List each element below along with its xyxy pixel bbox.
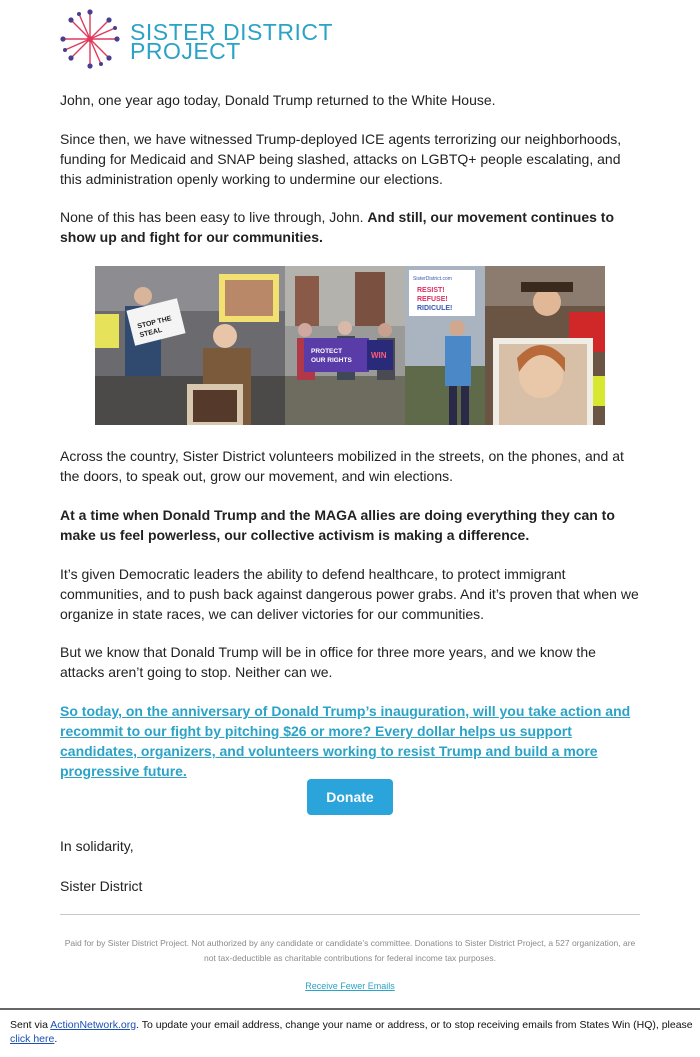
footer-update-text: . To update your email address, change your name or address, or to stop receiving emails from States Win (HQ), please bbox=[136, 1019, 693, 1031]
logo-text-line1: SISTER DISTRICT bbox=[130, 19, 334, 45]
svg-text:RESIST!: RESIST! bbox=[417, 287, 445, 294]
footer-period: . bbox=[54, 1033, 58, 1045]
paragraph-volunteers: Across the country, Sister District volunteers mobilized in the streets, on the phones, and at the doors, to speak out, grow our movement, and win elections. bbox=[60, 448, 624, 484]
footer-divider bbox=[0, 1008, 700, 1010]
receive-fewer-emails-link[interactable]: Receive Fewer Emails bbox=[305, 981, 395, 991]
paragraph-trump-actions: Since then, we have witnessed Trump-deployed ICE agents terrorizing our neighborhoods, funding for Medicaid and SNAP being slashed, attacks on LGBTQ+ people escalating, and this administration openly working to undermine our elections. bbox=[60, 131, 622, 187]
sister-district-logo[interactable] bbox=[59, 8, 359, 72]
signoff: In solidarity, bbox=[60, 838, 134, 854]
action-network-link[interactable]: ActionNetwork.org bbox=[50, 1019, 137, 1031]
action-network-footer bbox=[10, 1018, 694, 1046]
svg-text:RIDICULE!: RIDICULE! bbox=[417, 305, 453, 312]
paragraph-democratic-leaders: It’s given Democratic leaders the ability to defend healthcare, to protect immigrant communities, and to push back against dangerous power grabs. And it’s proven that when we organize in state races, we can deliver victories for our communities. bbox=[60, 566, 639, 622]
svg-text:WIN: WIN bbox=[371, 351, 387, 360]
donate-button[interactable]: Donate bbox=[307, 779, 393, 815]
svg-text:STOP THE: STOP THE bbox=[136, 315, 173, 331]
divider bbox=[60, 914, 640, 915]
volunteer-collage-photo bbox=[95, 266, 605, 425]
svg-text:OUR RIGHTS: OUR RIGHTS bbox=[311, 357, 352, 364]
svg-text:STEAL: STEAL bbox=[139, 326, 163, 340]
paragraph-three-more-years: But we know that Donald Trump will be in office for three more years, and we know the attacks aren’t going to stop. Neither can we. bbox=[60, 644, 596, 680]
svg-text:REFUSE!: REFUSE! bbox=[417, 296, 448, 303]
cta-donate-link[interactable]: So today, on the anniversary of Donald Trump’s inauguration, will you take action and recommit to our fight by pitching $26 or more? Every dollar helps us support candidates, organizers, and volunteers working to resist Trump and build a more progressive future. bbox=[60, 703, 631, 779]
signature: Sister District bbox=[60, 878, 143, 894]
svg-text:SisterDistrict.com: SisterDistrict.com bbox=[413, 276, 452, 282]
paid-for-disclaimer: Paid for by Sister District Project. Not authorized by any candidate or candidate’s committee. Donations to Sister District Project, a 527 organization, are not tax-deductible as charitable contributions for federal income tax purposes. bbox=[64, 938, 636, 963]
paragraph-movement-bold: And still, our movement continues to show up and fight for our communities. bbox=[60, 209, 614, 245]
greeting-paragraph: John, one year ago today, Donald Trump returned to the White House. bbox=[60, 92, 496, 108]
paragraph-movement-plain: None of this has been easy to live through, John. bbox=[60, 209, 368, 225]
unsubscribe-click-here-link[interactable]: click here bbox=[10, 1033, 55, 1045]
paragraph-collective-activism: At a time when Donald Trump and the MAGA allies are doing everything they can to make us feel powerless, our collective activism is making a difference. bbox=[60, 507, 615, 543]
svg-text:PROTECT: PROTECT bbox=[311, 348, 343, 355]
starburst-logo-icon bbox=[59, 8, 121, 70]
paragraph-movement bbox=[60, 207, 644, 247]
footer-sent-via: Sent via bbox=[10, 1019, 51, 1031]
cta-paragraph bbox=[60, 701, 644, 781]
logo-text-line2: PROJECT bbox=[130, 38, 241, 64]
